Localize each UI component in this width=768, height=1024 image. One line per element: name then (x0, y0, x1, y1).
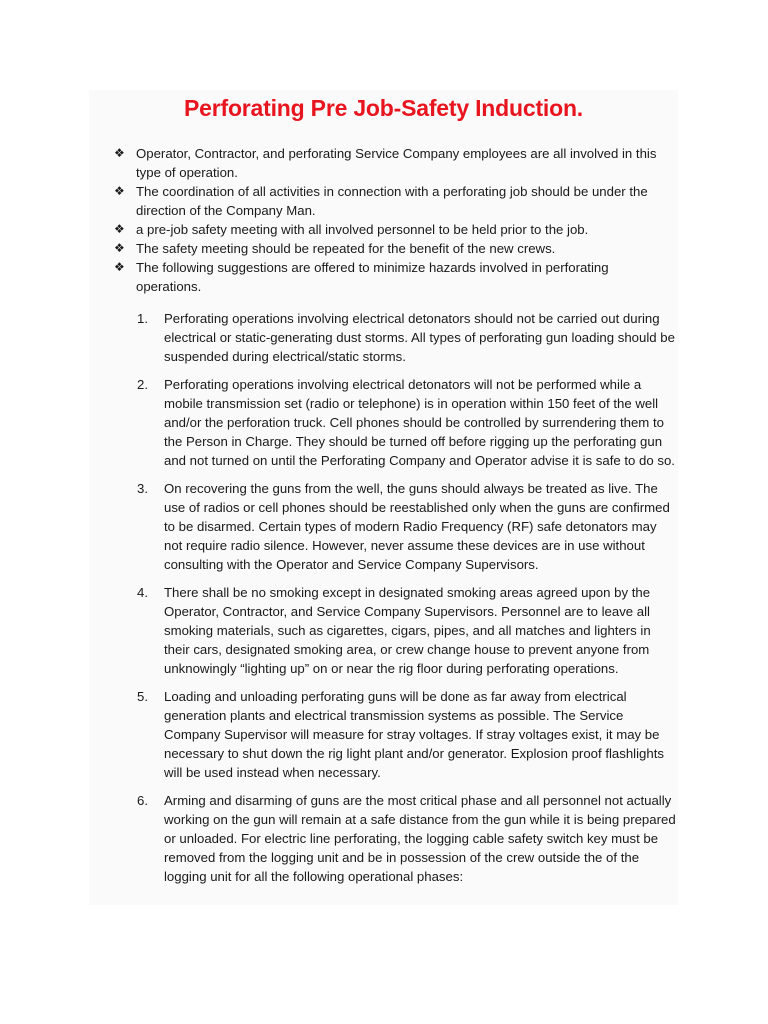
list-item (114, 258, 674, 296)
item-text: There shall be no smoking except in designated smoking areas agreed upon by the Operator, Contractor, and Service Company Supervisors. Personnel are to leave all smoking materials, such as cigarettes, cigars, pipes, and all matches and lighters in their cars, designated smoking area, or crew change house to prevent anyone from unknowingly “lighting up” on or near the rig floor during perforating operations. (164, 585, 651, 676)
item-text: Arming and disarming of guns are the most critical phase and all personnel not actually working on the gun will remain at a safe distance from the gun while it is being prepared or unloaded. For electric line perforating, the logging cable safety switch key must be removed from the logging unit and be in possession of the crew outside the of the logging unit for all the following operational phases: (164, 793, 676, 884)
numbered-list (137, 309, 677, 895)
item-text: Perforating operations involving electrical detonators should not be carried out during electrical or static-generating dust storms. All types of perforating gun loading should be suspended during electrical/static storms. (164, 311, 675, 364)
list-item (114, 182, 674, 220)
list-item (137, 687, 677, 782)
list-item (114, 220, 674, 239)
list-item (137, 309, 677, 366)
four-diamond-bullet-icon: ❖ (114, 241, 125, 255)
bullet-text: The following suggestions are offered to minimize hazards involved in perforating operations. (136, 260, 609, 294)
four-diamond-bullet-icon: ❖ (114, 184, 125, 198)
item-number: 4. (137, 585, 148, 600)
four-diamond-bullet-icon: ❖ (114, 222, 125, 236)
list-item (114, 144, 674, 182)
item-text: Loading and unloading perforating guns will be done as far away from electrical generation plants and electrical transmission systems as possible. The Service Company Supervisor will measure for stray voltages. If stray voltages exist, it may be necessary to shut down the rig light plant and/or generator. Explosion proof flashlights will be used instead when necessary. (164, 689, 664, 780)
item-number: 6. (137, 793, 148, 808)
item-number: 2. (137, 377, 148, 392)
page-title: Perforating Pre Job-Safety Induction. (184, 95, 583, 121)
item-number: 5. (137, 689, 148, 704)
bullet-text: a pre-job safety meeting with all involved personnel to be held prior to the job. (136, 222, 589, 237)
bullet-list (114, 144, 674, 296)
list-item (137, 375, 677, 470)
four-diamond-bullet-icon: ❖ (114, 146, 125, 160)
item-number: 3. (137, 481, 148, 496)
list-item (137, 791, 677, 886)
item-number: 1. (137, 311, 148, 326)
document-page (89, 90, 678, 905)
list-item (114, 239, 674, 258)
item-text: On recovering the guns from the well, the guns should always be treated as live. The use of radios or cell phones should be reestablished only when the guns are confirmed to be disarmed. Certain types of modern Radio Frequency (RF) safe detonators may not require radio silence. However, never assume these devices are in use without consulting with the Operator and Service Company Supervisors. (164, 481, 670, 572)
bullet-text: The coordination of all activities in connection with a perforating job should be under the direction of the Company Man. (136, 184, 648, 218)
bullet-text: The safety meeting should be repeated for the benefit of the new crews. (136, 241, 556, 256)
item-text: Perforating operations involving electrical detonators will not be performed while a mobile transmission set (radio or telephone) is in operation within 150 feet of the well and/or the perforation truck. Cell phones should be controlled by surrendering them to the Person in Charge. They should be turned off before rigging up the perforating gun and not turned on until the Perforating Company and Operator advise it is safe to do so. (164, 377, 675, 468)
list-item (137, 583, 677, 678)
list-item (137, 479, 677, 574)
bullet-text: Operator, Contractor, and perforating Service Company employees are all involved in this type of operation. (136, 146, 657, 180)
four-diamond-bullet-icon: ❖ (114, 260, 125, 274)
